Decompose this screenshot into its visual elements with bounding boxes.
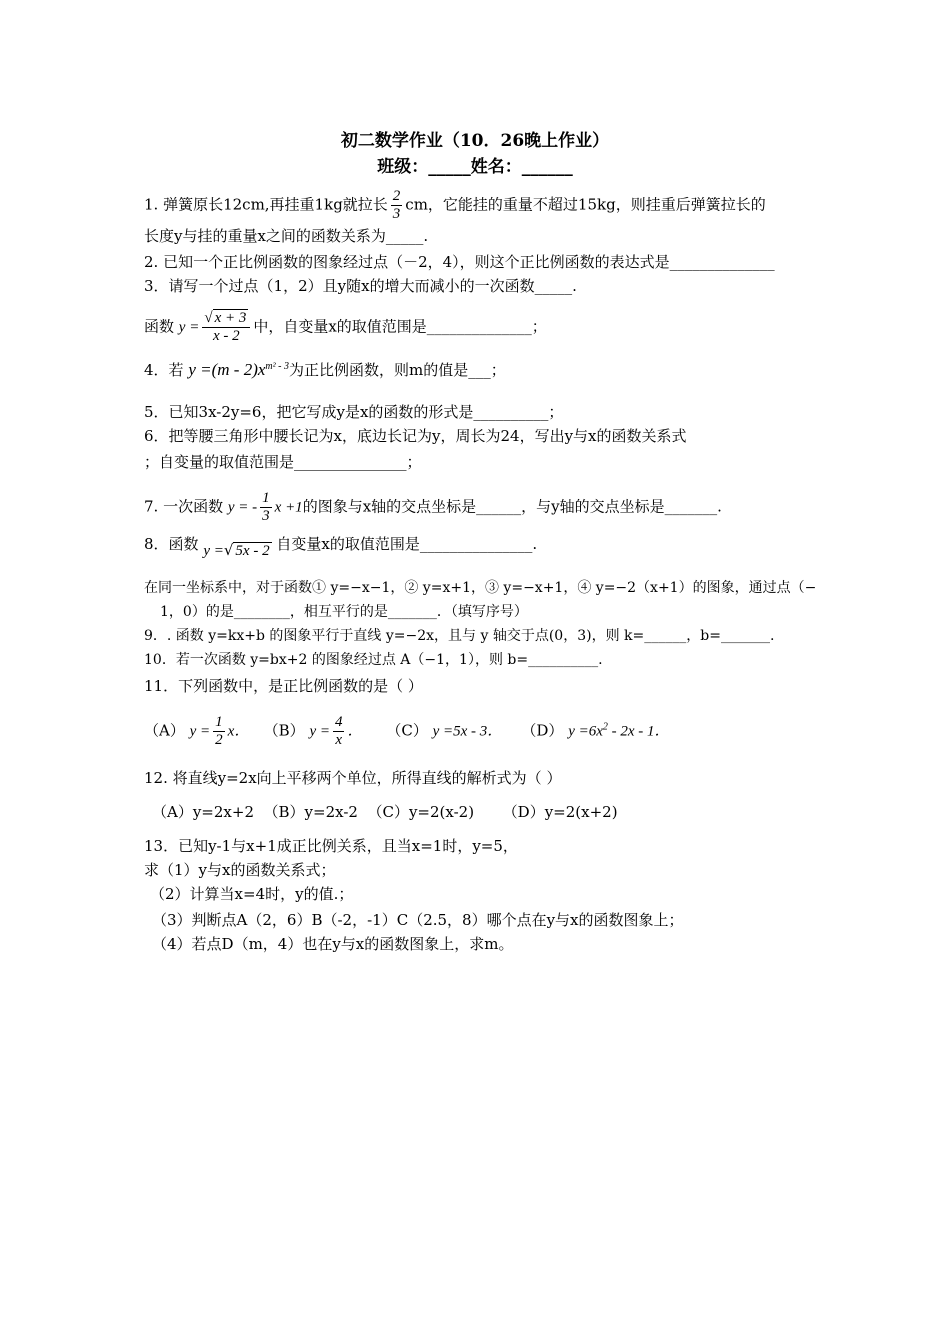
q11-a-tail: x． xyxy=(227,723,250,740)
q11-a-num: 1 xyxy=(215,714,223,730)
q7-den: 3 xyxy=(262,508,270,524)
q11-option-c-label: （C） xyxy=(386,721,428,740)
q3b-y-eq: y = xyxy=(178,319,200,336)
q4-text-a: 4．若 xyxy=(144,361,184,379)
q4-expr: y =(m - 2)x xyxy=(188,360,266,379)
page-title: 初二数学作业（10．26晚上作业） xyxy=(340,131,610,151)
q11-d-tail: - 2x - 1． xyxy=(607,723,670,740)
question-13-part-2: （2）计算当x=4时，y的值.； xyxy=(150,885,354,903)
question-8b: 在同一坐标系中，对于函数① y=−x−1，② y=x+1，③ y=−x+1，④ y=−2（x+1）的图象，通过点（− xyxy=(144,580,817,596)
q1-text-b: cm，它能挂的重量不超过15kg，则挂重后弹簧拉长的 xyxy=(405,195,766,214)
q11-option-d-label: （D） xyxy=(521,721,564,740)
q8-text-b: 自变量x的取值范围是_______________. xyxy=(276,535,538,553)
q11-b-tail: ． xyxy=(347,723,363,740)
q11-option-b-label: （B） xyxy=(263,721,305,740)
q3b-fraction: $\frac{√ x + 3}{x - 2}$ xyxy=(202,310,250,345)
question-12-options: （A）y=2x+2 （B）y=2x-2 （C）y=2(x-2) （D）y=2(x+2) xyxy=(152,803,618,821)
q11-b-num: 4 xyxy=(334,714,343,730)
q4-exp: m² - 3 xyxy=(265,361,289,372)
question-3: 3．请写一个过点（1，2）且y随x的增大而减小的一次函数_____. xyxy=(144,277,577,295)
q3b-num: x + 3 xyxy=(214,310,247,326)
q8-text-a: 8．函数 xyxy=(144,535,199,553)
q7-text-b: 的图象与x轴的交点坐标是______，与y轴的交点坐标是_______. xyxy=(302,497,722,516)
question-2: 2. 已知一个正比例函数的图象经过点（－2，4），则这个正比例函数的表达式是______________ xyxy=(144,253,775,271)
q11-b-den: x xyxy=(335,732,343,748)
q7-text-a: 7. 一次函数 xyxy=(144,497,224,516)
question-6-cont: ；自变量的取值范围是_______________； xyxy=(144,453,422,471)
question-9: 9．. 函数 y=kx+b 的图象平行于直线 y=−2x，且与 y 轴交于点(0，3)，则 k=______，b=_______. xyxy=(144,628,775,644)
q1-frac-num: 2 xyxy=(392,188,401,204)
question-12: 12. 将直线y=2x向上平移两个单位，所得直线的解析式为（ ） xyxy=(144,769,562,787)
q11-d-exp: 2 xyxy=(602,721,608,733)
q11-a-y: y = xyxy=(189,723,211,740)
q11-b-y: y = xyxy=(309,723,330,740)
question-13-part-1: 求（1）y与x的函数关系式； xyxy=(144,861,336,879)
question-1 xyxy=(144,188,850,223)
q7-num: 1 xyxy=(262,490,270,506)
question-13-part-3: （3）判断点A（2，6）B（-2，-1）C（2.5，8）哪个点在y与x的函数图象上； xyxy=(152,911,684,929)
question-7 xyxy=(144,490,850,525)
page-subtitle: 班级：_____姓名：______ xyxy=(377,157,573,177)
q4-text-b: 为正比例函数，则m的值是___； xyxy=(288,361,506,379)
q7-y-eq: y = - xyxy=(227,499,258,516)
q11-d-expr: y =6x xyxy=(568,723,603,740)
q7-fraction xyxy=(260,490,272,525)
q7-tail: x +1 xyxy=(274,499,303,516)
question-1-cont: 长度y与挂的重量x之间的函数关系为_____. xyxy=(144,227,429,245)
q1-fraction xyxy=(391,188,403,223)
q3b-text-a: 函数 xyxy=(144,317,175,336)
question-5: 5．已知3x-2y=6，把它写成y是x的函数的形式是__________； xyxy=(144,403,564,421)
q11-c-expr: y =5x - 3． xyxy=(432,723,503,740)
q11-option-a-label: （A） xyxy=(144,721,185,740)
question-8: 8．函数 y =√ 5x - 2 自变量x的取值范围是_______________. xyxy=(144,535,538,559)
q8-radicand: 5x - 2 xyxy=(235,543,270,559)
question-8b-cont: 1，0）的是________，相互平行的是_______．（填写序号） xyxy=(160,604,528,620)
question-4 xyxy=(144,357,850,380)
q3b-text-b: 中，自变量x的取值范围是______________； xyxy=(253,317,547,336)
q8-y-eq: y = xyxy=(203,543,224,559)
question-13-part-4: （4）若点D（m，4）也在y与x的函数图象上，求m。 xyxy=(152,935,514,953)
question-6: 6．把等腰三角形中腰长记为x，底边长记为y，周长为24，写出y与x的函数关系式 xyxy=(144,427,687,445)
q11-a-den: 2 xyxy=(215,732,223,748)
question-3b xyxy=(144,310,850,345)
question-13: 13．已知y-1与x+1成正比例关系，且当x=1时，y=5， xyxy=(144,837,518,855)
question-11-options xyxy=(144,714,850,749)
q3b-den: x - 2 xyxy=(213,328,240,344)
q1-text-a: 1. 弹簧原长12cm,再挂重1kg就拉长 xyxy=(144,195,388,214)
q1-frac-den: 3 xyxy=(392,206,401,222)
question-11: 11．下列函数中，是正比例函数的是（ ） xyxy=(144,677,423,695)
question-10: 10．若一次函数 y=bx+2 的图象经过点 A（−1，1），则 b=__________. xyxy=(144,652,603,668)
